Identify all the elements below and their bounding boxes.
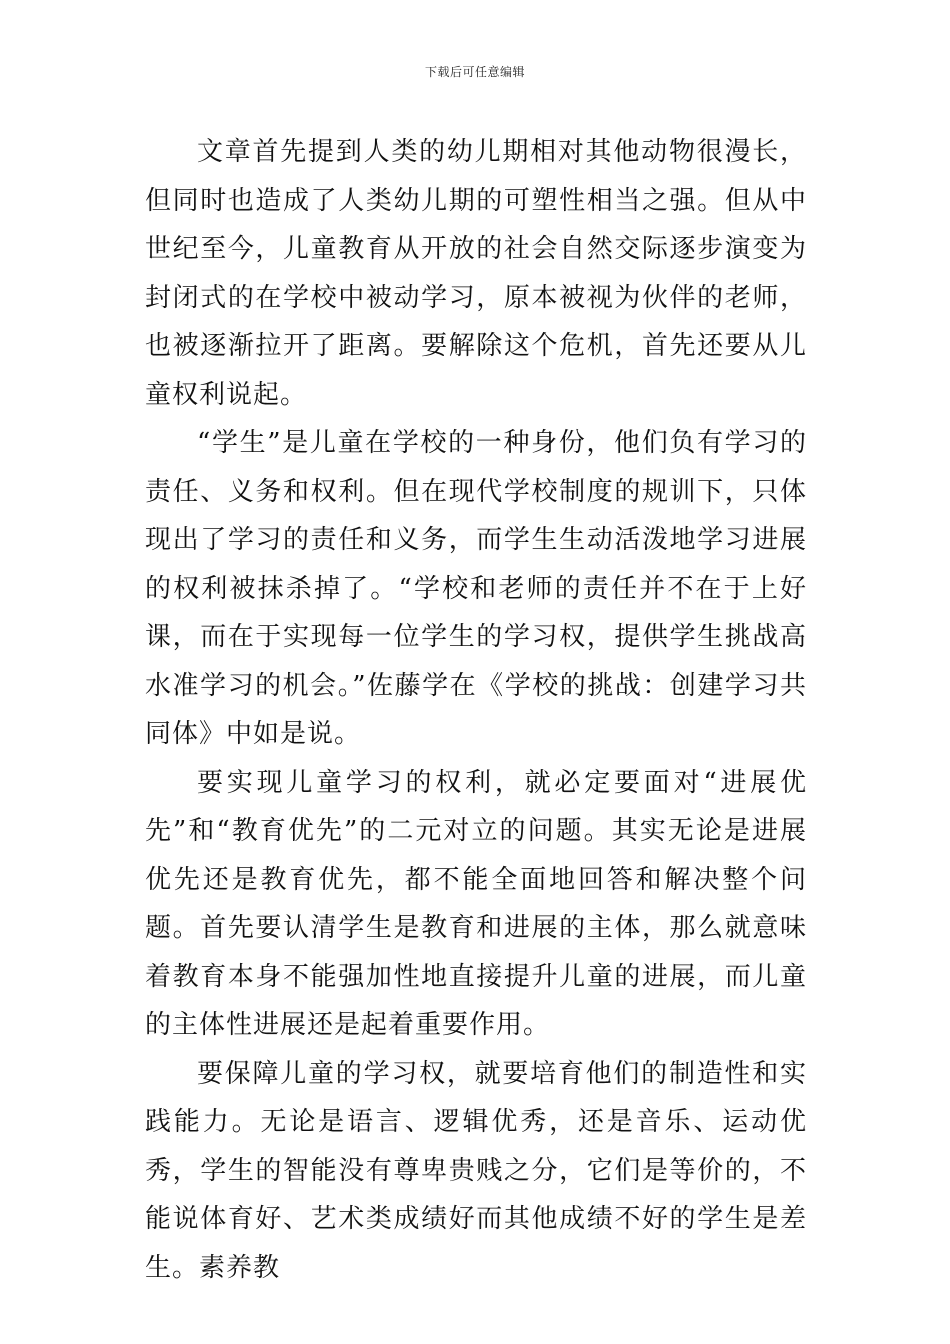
- paragraph-4: 要保障儿童的学习权，就要培育他们的制造性和实践能力。无论是语言、逻辑优秀，还是音乐、运动优秀，学生的智能没有尊卑贵贱之分，它们是等价的，不能说体育好、艺术类成绩好而其他成绩不好的学生是差生。素养教: [145, 1058, 807, 1283]
- page-header: 下载后可任意编辑: [424, 65, 525, 79]
- paragraph-1: 文章首先提到人类的幼儿期相对其他动物很漫长，但同时也造成了人类幼儿期的可塑性相当之强。但从中世纪至今，儿童教育从开放的社会自然交际逐步演变为封闭式的在学校中被动学习，原本被视为伙伴的老师，也被逐渐拉开了距离。要解除这个危机，首先还要从儿童权利说起。: [145, 137, 807, 410]
- document-body: [145, 128, 807, 1292]
- paragraph-2: “学生”是儿童在学校的一种身份，他们负有学习的责任、义务和权利。但在现代学校制度的规训下，只体现出了学习的责任和义务，而学生生动活泼地学习进展的权利被抹杀掉了。“学校和老师的责任并不在于上好课，而在于实现每一位学生的学习权，提供学生挑战高水准学习的机会。”佐藤学在《学校的挑战：创建学习共同体》中如是说。: [145, 428, 807, 749]
- paragraph-3: 要实现儿童学习的权利，就必定要面对“进展优先”和“教育优先”的二元对立的问题。其实无论是进展优先还是教育优先，都不能全面地回答和解决整个问题。首先要认清学生是教育和进展的主体，那么就意味着教育本身不能强加性地直接提升儿童的进展，而儿童的主体性进展还是起着重要作用。: [145, 767, 807, 1040]
